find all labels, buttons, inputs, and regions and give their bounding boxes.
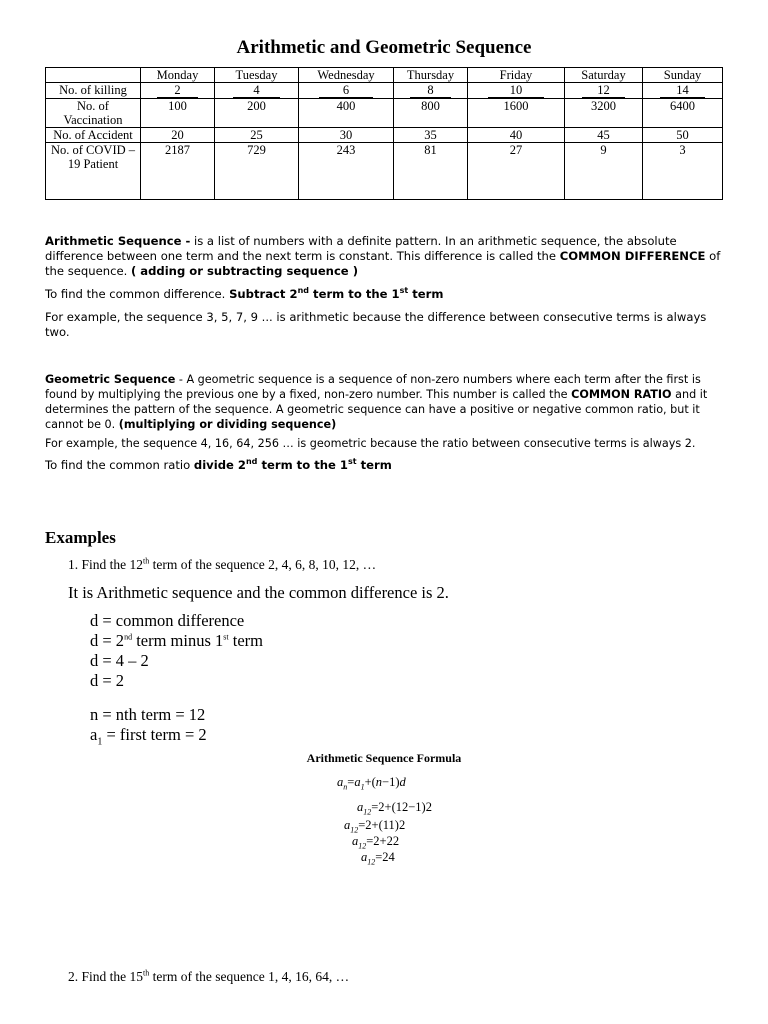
arithmetic-definition — [45, 234, 725, 279]
table-header-cell: Sunday — [643, 68, 723, 83]
common-ratio-label: COMMON RATIO — [571, 388, 672, 401]
geometric-definition — [45, 372, 725, 432]
table-cell: 25 — [215, 128, 299, 143]
table-header-cell — [46, 68, 141, 83]
a1-text-tail: = first term = 2 — [102, 725, 207, 744]
arithmetic-term: Arithmetic Sequence - — [45, 234, 191, 248]
table-cell — [468, 83, 565, 99]
table-row — [46, 83, 723, 99]
row-label: No. of killing — [46, 83, 141, 99]
rule-bold-part: term to the 1 — [309, 287, 400, 301]
q1-answer: It is Arithmetic sequence and the common difference is 2. — [68, 583, 449, 602]
q2-text: 2. Find the 15 — [68, 969, 144, 984]
rule-sup: st — [348, 457, 357, 467]
table-cell: 50 — [643, 128, 723, 143]
row-label: No. of COVID – 19 Patient — [46, 143, 141, 200]
table-cell — [299, 83, 394, 99]
geometric-term: Geometric Sequence — [45, 373, 176, 386]
d-line-4: d = 2 — [90, 671, 125, 690]
q1-text: 1. Find the 12 — [68, 557, 144, 572]
arithmetic-note: ( adding or subtracting sequence ) — [130, 264, 359, 278]
formula-general: $a_n=a_1+(n-1)d$ — [337, 775, 406, 792]
q1-text-tail: term of the sequence 2, 4, 6, 8, 10, 12, … — [149, 557, 377, 572]
table-row — [46, 128, 723, 143]
table-cell: 30 — [299, 128, 394, 143]
table-row — [46, 143, 723, 200]
table-cell: 3 — [643, 143, 723, 200]
rule-bold-part: divide 2 — [193, 458, 246, 472]
cell-value: 2 — [157, 83, 198, 98]
common-difference-rule — [45, 287, 725, 302]
table-cell — [141, 83, 215, 99]
formula-title: Arithmetic Sequence Formula — [306, 751, 462, 765]
table-cell: 800 — [394, 99, 468, 128]
table-cell: 200 — [215, 99, 299, 128]
rule-bold — [229, 287, 443, 301]
table-row — [46, 99, 723, 128]
cell-value: 14 — [660, 83, 705, 98]
rule-sup: st — [399, 286, 409, 296]
formula-step-3: $a_{12}=2+22$ — [352, 834, 400, 851]
rule-text: To find the common ratio — [45, 458, 194, 472]
question-1 — [68, 557, 376, 573]
table-header-cell: Thursday — [394, 68, 468, 83]
table-cell: 9 — [565, 143, 643, 200]
a1-text: a — [90, 725, 98, 744]
table-cell — [394, 83, 468, 99]
rule-bold — [194, 458, 392, 472]
question-2 — [68, 969, 349, 985]
rule-bold-part: term — [356, 458, 392, 472]
a1-line — [90, 725, 207, 752]
table-cell: 20 — [141, 128, 215, 143]
arithmetic-def-text: is a list of numbers with a definite pattern. In an arithmetic sequence, the absolute difference between one term and the next term is constant. This difference is called the — [45, 234, 677, 263]
table-header-cell: Friday — [468, 68, 565, 83]
formula-step-2: $a_{12}=2+(11)2$ — [344, 818, 406, 835]
table-cell: 35 — [394, 128, 468, 143]
rule-bold-part: term to the 1 — [257, 458, 348, 472]
table-header-cell: Tuesday — [215, 68, 299, 83]
cell-value: 12 — [582, 83, 626, 98]
a1-sub: 1 — [97, 736, 103, 748]
table-header-row — [46, 68, 723, 83]
table-header-cell: Monday — [141, 68, 215, 83]
table-cell: 3200 — [565, 99, 643, 128]
rule-sup: nd — [245, 457, 258, 467]
geometric-example: For example, the sequence 4, 16, 64, 256 … is geometric because the ratio between consecutive terms is always 2. — [45, 437, 696, 450]
table-cell: 2187 — [141, 143, 215, 200]
table-cell: 81 — [394, 143, 468, 200]
cell-value: 6 — [319, 83, 373, 98]
arithmetic-example: For example, the sequence 3, 5, 7, 9 ... is arithmetic because the difference between consecutive terms is always two. — [45, 310, 707, 339]
rule-bold-part: Subtract 2 — [229, 287, 298, 301]
table-header-cell: Saturday — [565, 68, 643, 83]
formula-step-1: $a_{12}=2+(12-1)2$ — [357, 800, 432, 817]
d-line-2-text: term minus 1 — [132, 631, 224, 650]
table-cell: 243 — [299, 143, 394, 200]
q2-sup: th — [143, 968, 150, 978]
d-line-2-sup: nd — [124, 632, 133, 642]
common-ratio-rule — [45, 458, 725, 473]
formula-step-4: $a_{12}=24$ — [361, 850, 395, 867]
d-line-3: d = 4 – 2 — [90, 651, 149, 670]
cell-value: 8 — [410, 83, 451, 98]
n-line: n = nth term = 12 — [90, 705, 206, 724]
table-cell: 400 — [299, 99, 394, 128]
geometric-note: (multiplying or dividing sequence) — [118, 418, 337, 431]
table-header-cell: Wednesday — [299, 68, 394, 83]
table-cell: 729 — [215, 143, 299, 200]
table-cell: 45 — [565, 128, 643, 143]
table-cell: 6400 — [643, 99, 723, 128]
table-cell: 40 — [468, 128, 565, 143]
row-label: No. of Vaccination — [46, 99, 141, 128]
table-cell — [215, 83, 299, 99]
table-cell — [643, 83, 723, 99]
common-difference-label: COMMON DIFFERENCE — [559, 249, 706, 263]
d-line-2-text: term — [228, 631, 263, 650]
d-line-1: d = common difference — [90, 611, 245, 630]
geometric-def-text: - A geometric sequence is a sequence of non-zero numbers where each term after the first is found by multiplying the previous one by a fixed, non-zero number. This number is called the — [45, 373, 701, 401]
cell-value: 10 — [488, 83, 543, 98]
q1-sup: th — [143, 556, 150, 566]
d-line-2-text: d = 2 — [90, 631, 125, 650]
row-label: No. of Accident — [46, 128, 141, 143]
cell-value: 4 — [233, 83, 280, 98]
table-cell: 27 — [468, 143, 565, 200]
table-cell — [565, 83, 643, 99]
q2-text-tail: term of the sequence 1, 4, 16, 64, … — [149, 969, 350, 984]
d-line-2 — [90, 631, 263, 651]
d-line-2-sup: st — [223, 632, 229, 642]
arithmetic-def-tail: of the sequence. — [45, 249, 721, 278]
table-cell: 1600 — [468, 99, 565, 128]
rule-bold-part: term — [408, 287, 444, 301]
rule-sup: nd — [297, 286, 309, 296]
data-table — [45, 67, 723, 200]
geometric-def-tail: and it determines the pattern of the sequence. A geometric sequence can have a positive or negative common ratio, but it cannot be 0. — [45, 388, 708, 431]
examples-heading: Examples — [45, 528, 116, 547]
rule-text: To find the common difference. — [45, 287, 230, 301]
page-title: Arithmetic and Geometric Sequence — [236, 37, 532, 58]
table-cell: 100 — [141, 99, 215, 128]
